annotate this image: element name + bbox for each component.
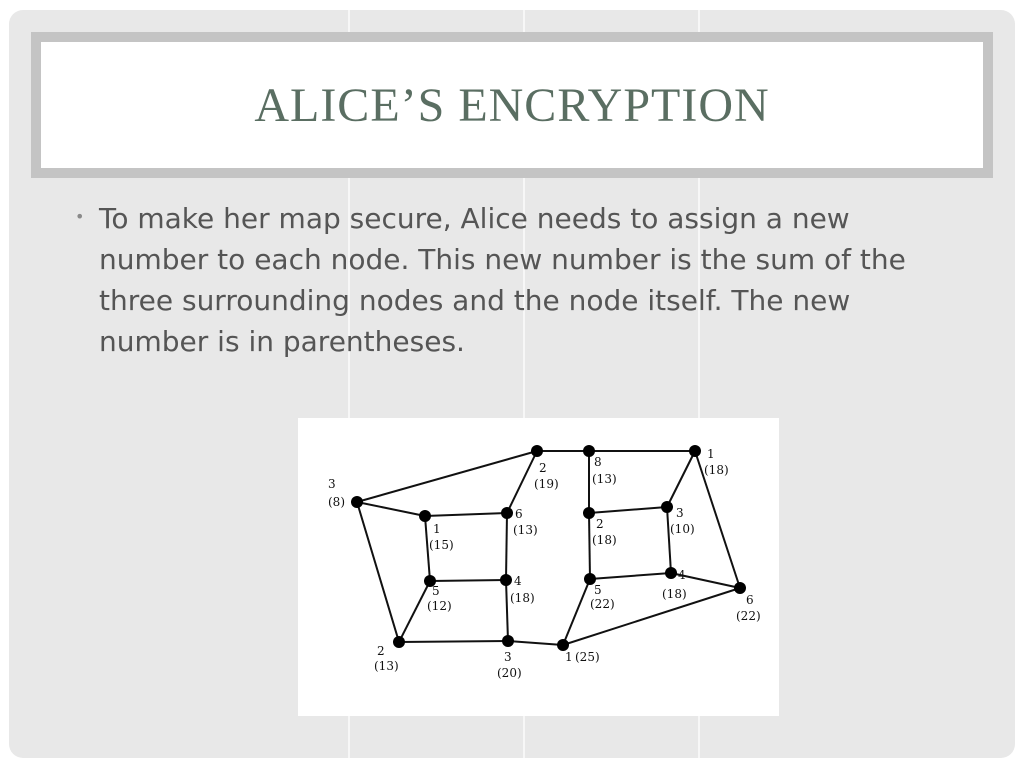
node-value-label: 4	[514, 574, 522, 588]
node-value-label: 2	[377, 644, 385, 658]
node-value-label: 3	[676, 506, 684, 520]
node-value-label: 3	[504, 650, 512, 664]
bullet-item	[75, 198, 955, 362]
node-value-label: 1	[433, 522, 441, 536]
graph-node	[665, 567, 677, 579]
slide	[9, 10, 1015, 758]
node-sum-label: (18)	[662, 587, 687, 601]
graph-node	[393, 636, 405, 648]
node-value-label: 4	[678, 568, 686, 582]
node-sum-label: (15)	[429, 538, 454, 552]
node-sum-label: (19)	[534, 477, 559, 491]
graph-edge	[357, 502, 399, 642]
node-value-label: 1	[565, 650, 573, 664]
graph-edge	[590, 573, 671, 579]
bullet-icon: •	[75, 207, 85, 226]
node-value-label: 1	[707, 447, 715, 461]
node-sum-label: (22)	[590, 597, 615, 611]
graph-edge	[399, 581, 430, 642]
graph-edge	[589, 513, 590, 579]
node-sum-label: (8)	[328, 495, 345, 509]
graph-labels	[328, 447, 761, 680]
node-value-label: 2	[539, 461, 547, 475]
graph-edge	[563, 579, 590, 645]
graph-node	[531, 445, 543, 457]
node-sum-label: (13)	[513, 523, 538, 537]
graph-edge	[399, 641, 508, 642]
graph-edge	[430, 580, 506, 581]
node-sum-label: (18)	[704, 463, 729, 477]
node-sum-label: (22)	[736, 609, 761, 623]
bullet-text: To make her map secure, Alice needs to assign a new number to each node. This new number is the sum of the three surrounding nodes and the node itself. The new number is in parentheses.	[99, 202, 906, 358]
slide-title: ALICE’S ENCRYPTION	[254, 78, 770, 132]
title-box	[41, 42, 983, 168]
graph-node	[689, 445, 701, 457]
node-sum-label: (25)	[575, 650, 600, 664]
graph-node	[583, 507, 595, 519]
node-value-label: 6	[515, 507, 523, 521]
node-value-label: 6	[746, 593, 754, 607]
node-sum-label: (13)	[592, 472, 617, 486]
node-sum-label: (20)	[497, 666, 522, 680]
graph-node	[501, 507, 513, 519]
graph-node	[502, 635, 514, 647]
graph-edge	[508, 641, 563, 645]
node-sum-label: (13)	[374, 659, 399, 673]
node-sum-label: (10)	[670, 522, 695, 536]
graph-edge	[506, 513, 507, 580]
node-map-graph	[298, 418, 779, 716]
node-sum-label: (12)	[427, 599, 452, 613]
graph-node	[661, 501, 673, 513]
node-map-diagram	[298, 418, 779, 716]
graph-node	[734, 582, 746, 594]
node-value-label: 3	[328, 477, 336, 491]
node-value-label: 8	[594, 455, 602, 469]
graph-node	[351, 496, 363, 508]
node-sum-label: (18)	[592, 533, 617, 547]
graph-node	[419, 510, 431, 522]
node-value-label: 5	[594, 583, 602, 597]
node-value-label: 5	[432, 584, 440, 598]
title-frame	[31, 32, 993, 178]
graph-edge	[667, 451, 695, 507]
graph-edge	[357, 502, 425, 516]
graph-edge	[667, 507, 671, 573]
graph-edge	[589, 507, 667, 513]
graph-edge	[506, 580, 508, 641]
graph-node	[500, 574, 512, 586]
node-value-label: 2	[596, 517, 604, 531]
node-sum-label: (18)	[510, 591, 535, 605]
graph-edge	[425, 513, 507, 516]
graph-edge	[507, 451, 537, 513]
graph-edge	[357, 451, 537, 502]
